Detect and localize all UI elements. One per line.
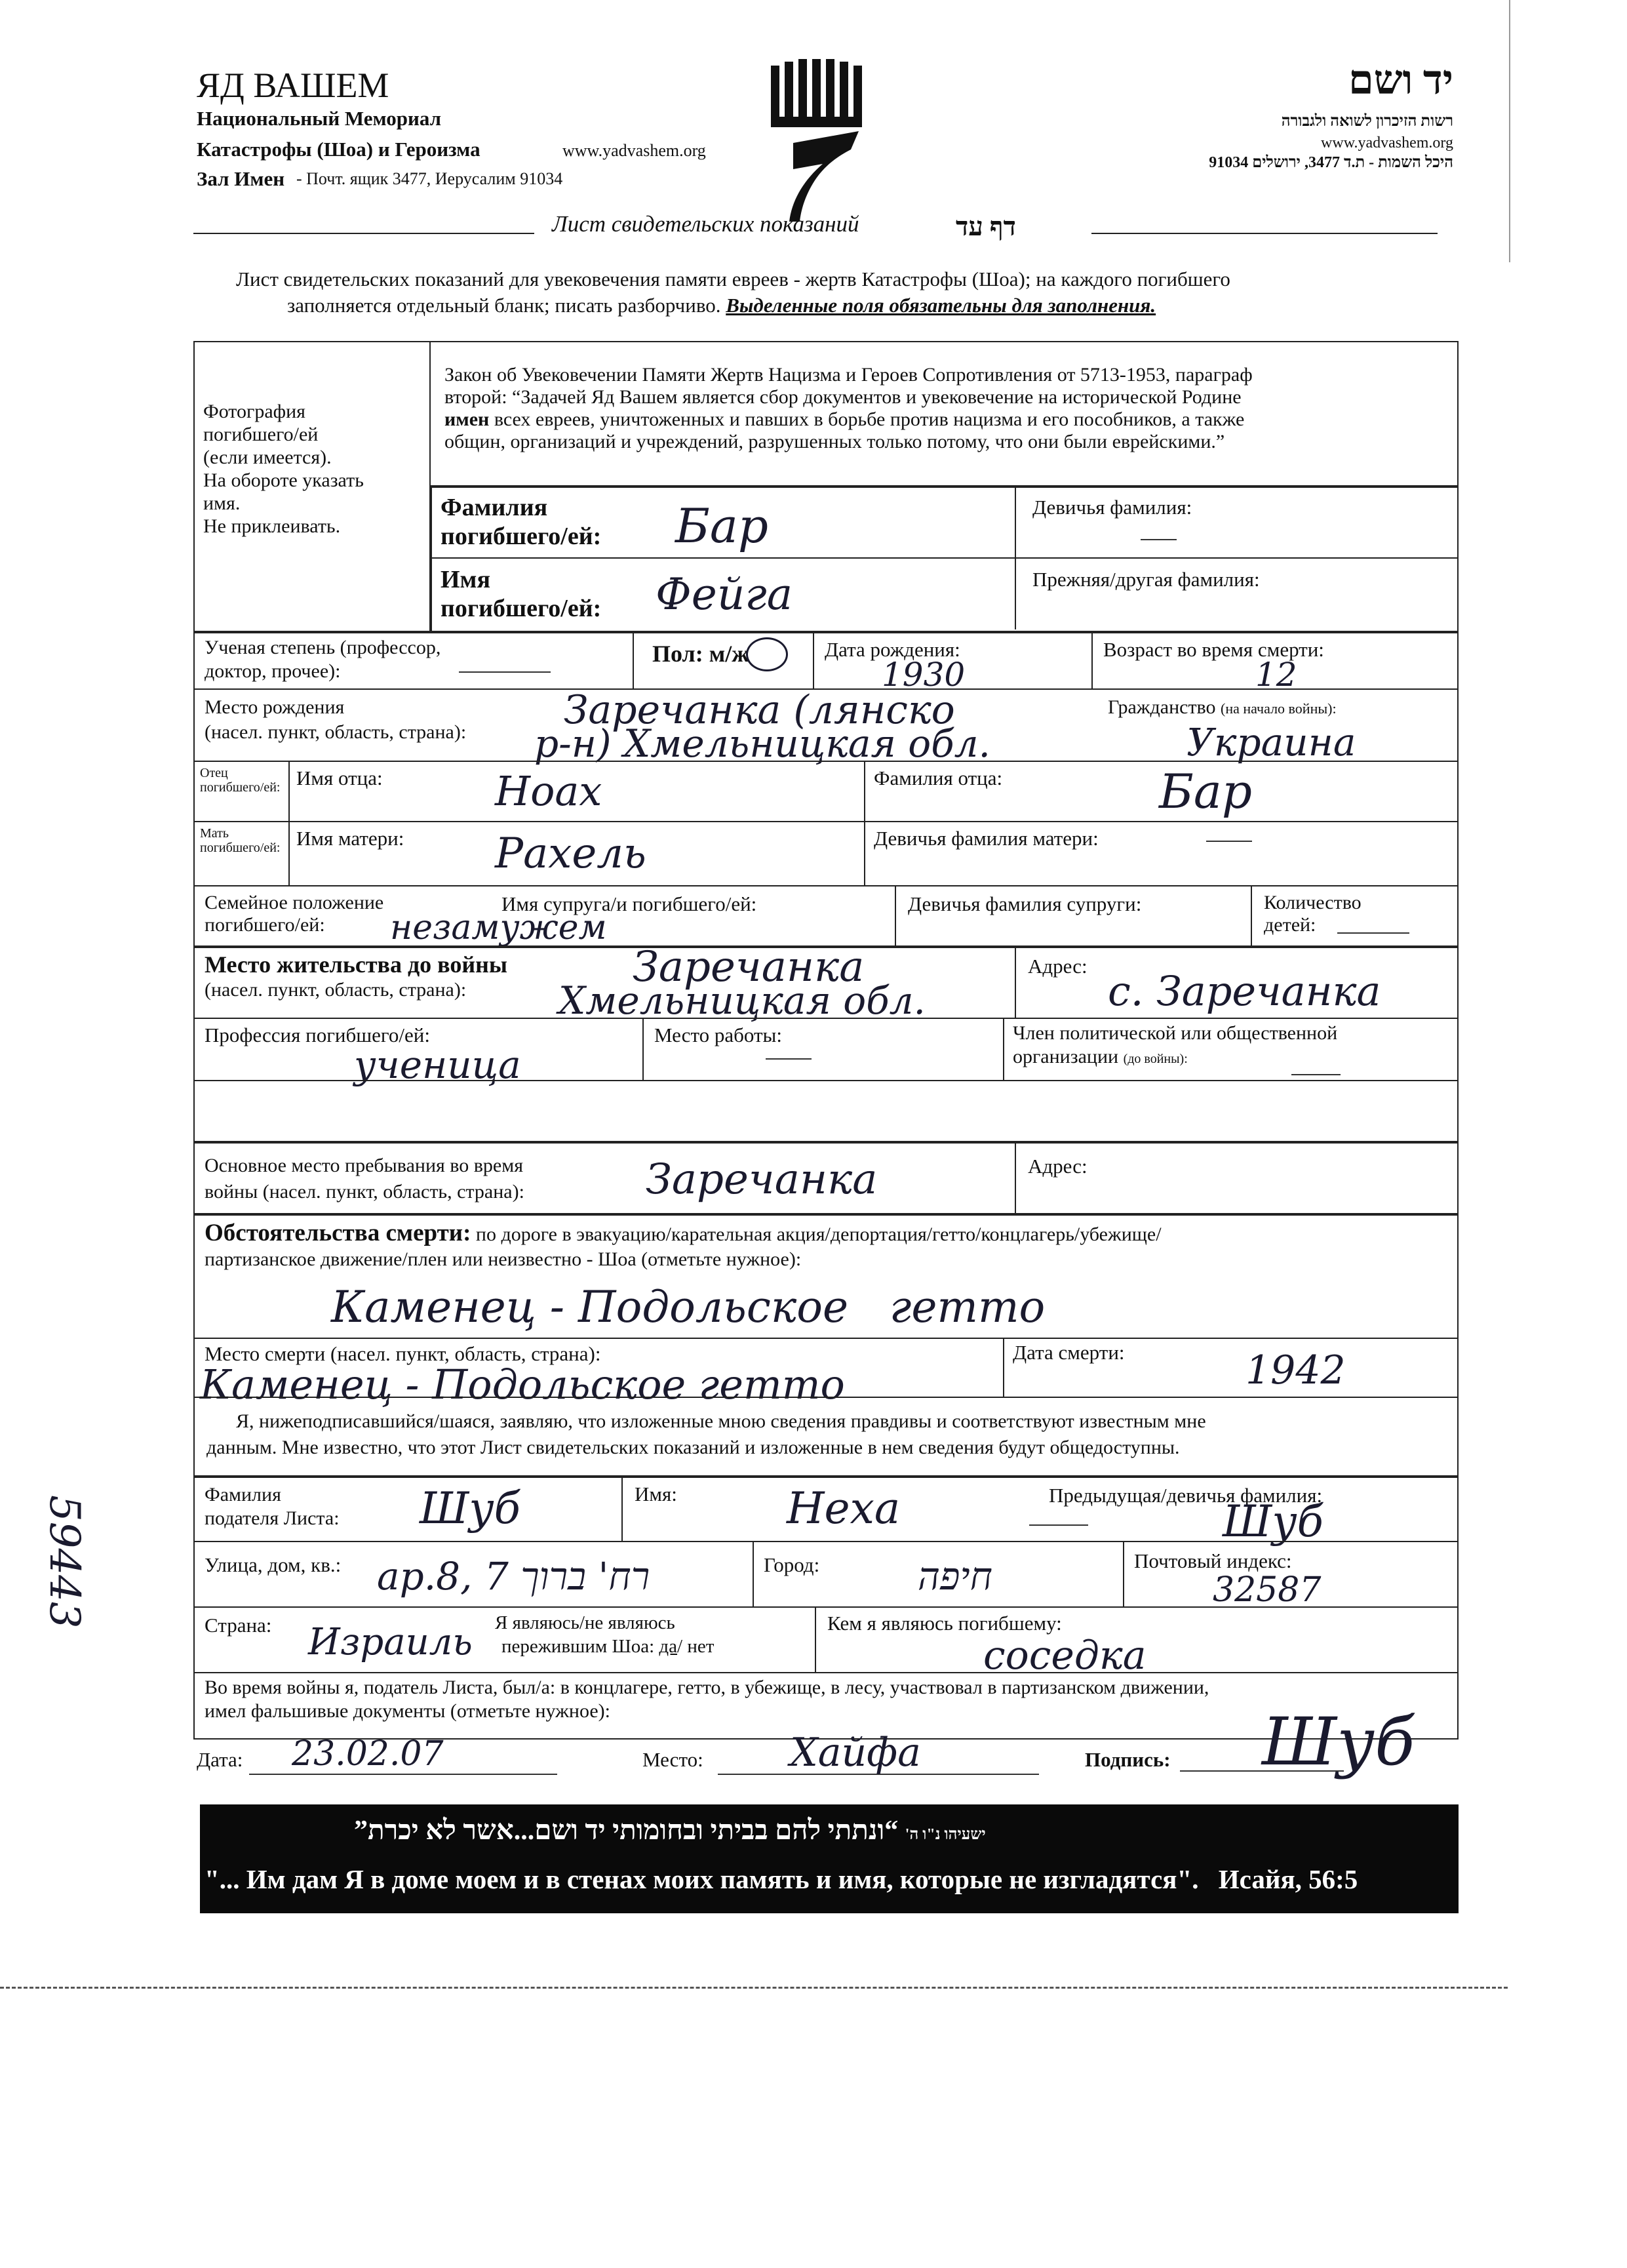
submitter-surname-label (205, 1483, 340, 1530)
father-name-label: Имя отца: (296, 766, 383, 789)
marital-status-label-2: погибшего/ей: (205, 914, 325, 936)
citizenship-label-main: Гражданство (1108, 696, 1216, 718)
org-name: ЯД ВАШЕМ (197, 66, 389, 105)
country-label: Страна: (205, 1614, 272, 1637)
marital-status-label (205, 892, 383, 936)
citizenship-label (1108, 696, 1337, 719)
photo-line-2: погибшего/ей (203, 424, 319, 445)
footer-hebrew-quote-row (354, 1815, 994, 1846)
victim-firstname-label-1: Имя (441, 566, 490, 593)
residence-value-2[interactable]: Хмельницкая обл. (559, 978, 926, 1023)
postal-address: - Почт. ящик 3477, Иерусалим 91034 (296, 169, 563, 188)
father-side-label: Отец погибшего/ей: (200, 766, 281, 795)
declaration-text (206, 1408, 1206, 1461)
citizenship-label-note: (на начало войны): (1221, 700, 1337, 717)
children-count-label-2: детей: (1264, 914, 1316, 936)
gender-label: Пол: м/ж (652, 641, 749, 667)
victim-surname-label (441, 493, 601, 551)
death-circumstances-options-1: по дороге в эвакуацию/карательная акция/депортация/гетто/концлагерь/убежище/ (471, 1224, 1162, 1245)
death-place-label: Место смерти (насел. пункт, область, страна): (205, 1342, 601, 1365)
age-at-death-value[interactable]: 12 (1255, 656, 1297, 694)
footer-hebrew-quote: “ונתתי להם בביתי ובחומותי יד ושם...אשר לא יכרת” (354, 1816, 899, 1846)
survivor-label-2-main: пережившим Шоа: (501, 1636, 655, 1657)
org-website: www.yadvashem.org (562, 141, 706, 160)
mother-name-value[interactable]: Рахель (495, 829, 646, 878)
intro-text-2-plain: заполняется отдельный бланк; писать разборчиво. (287, 294, 721, 317)
org-subtitle-2: Катастрофы (Шоа) и Героизма (197, 138, 480, 161)
wartime-place-label-2: войны (насел. пункт, область, страна): (205, 1181, 524, 1203)
photo-line-3: (если имеется). (203, 447, 332, 468)
footer-hebrew-source: ישעיהו נ"ו ה' (905, 1826, 986, 1843)
death-place-value[interactable]: Каменец - Подольское гетто (200, 1361, 845, 1408)
residence-label (205, 951, 507, 1002)
degree-label-2: доктор, прочее): (205, 660, 341, 682)
hall-of-names: Зал Имен (197, 167, 285, 190)
wartime-place-value[interactable]: Заречанка (646, 1155, 878, 1204)
law-line-1: Закон об Увековечении Памяти Жертв Нацизма и Героев Сопротивления от 5713-1953, параграф (444, 364, 1253, 386)
street-label: Улица, дом, кв.: (205, 1553, 342, 1576)
signature-value[interactable]: Шуб (1262, 1703, 1415, 1780)
submitter-name-label: Имя: (635, 1482, 677, 1505)
margin-page-number: 59443 (40, 1495, 88, 1629)
workplace-label: Место работы: (654, 1024, 782, 1046)
degree-label (205, 636, 441, 683)
birth-date-value[interactable]: 1930 (882, 656, 966, 694)
submitter-prev-surname-label: Предыдущая/девичья фамилия: (1049, 1484, 1323, 1507)
photo-line-5: имя. (203, 492, 241, 514)
citizenship-value[interactable]: Украина (1186, 720, 1356, 765)
victim-surname-label-1: Фамилия (441, 494, 548, 521)
intro-text-1: Лист свидетельских показаний для увековечения памяти евреев - жертв Катастрофы (Шоа); на каждого погибшего (236, 268, 1230, 290)
children-count-label-1: Количество (1264, 892, 1362, 913)
survivor-label-1: Я являюсь/не являюсь (495, 1612, 675, 1633)
submitter-prev-surname-value[interactable]: Шуб (1223, 1496, 1323, 1547)
gender-female-circle-icon[interactable] (746, 637, 788, 671)
law-line-3 (444, 408, 1253, 431)
birth-date-label: Дата рождения: (825, 638, 960, 661)
war-experience-line-2: имел фальшивые документы (отметьте нужное): (205, 1700, 610, 1722)
mother-name-label: Имя матери: (296, 827, 404, 850)
law-line-2: второй: “Задачей Яд Вашем является сбор документов и увековечение на исторической Родине (444, 386, 1242, 408)
form-title: Лист свидетельских показаний (552, 211, 859, 237)
relation-label: Кем я являюсь погибшему: (827, 1612, 1062, 1635)
death-date-value[interactable]: 1942 (1245, 1347, 1346, 1393)
death-circumstances-line-1 (205, 1221, 1162, 1247)
father-surname-label: Фамилия отца: (874, 766, 1003, 789)
submitter-name-value[interactable]: Неха (787, 1483, 901, 1534)
victim-firstname-value[interactable]: Фейга (656, 569, 793, 620)
victim-firstname-label (441, 565, 601, 623)
residence-address-label: Адрес: (1028, 955, 1088, 978)
membership-label (1013, 1022, 1337, 1071)
father-name-value[interactable]: Ноах (495, 767, 602, 815)
residence-label-2: (насел. пункт, область, страна): (205, 979, 467, 1001)
war-experience-line-1: Во время войны я, податель Листа, был/а: в концлагере, гетто, в убежище, в лесу, участвовал в партизанском движении, (205, 1677, 1209, 1698)
submission-date-label: Дата: (197, 1748, 243, 1771)
yad-vashem-logo-icon (767, 59, 878, 223)
declaration-line-1: Я, нижеподписавшийся/шаяся, заявляю, что изложенные мною сведения правдивы и соответствуют известным мне (236, 1410, 1206, 1432)
degree-label-1: Ученая степень (профессор, (205, 637, 441, 658)
law-line-3-bold: имен (444, 408, 490, 430)
death-circumstances-value[interactable]: Каменец - Подольское гетто (331, 1282, 1046, 1332)
membership-label-2 (1013, 1045, 1337, 1071)
hall-address-hebrew: היכל השמות - ת.ד 3477, ירושלים 91034 (1209, 154, 1453, 171)
survivor-label (495, 1611, 715, 1658)
wartime-place-label-1: Основное место пребывания во время (205, 1155, 524, 1176)
children-count-label (1264, 892, 1362, 936)
death-date-label: Дата смерти: (1013, 1341, 1125, 1364)
submission-date-value[interactable]: 23.02.07 (292, 1734, 444, 1774)
relation-value[interactable]: соседка (983, 1633, 1147, 1679)
wartime-address-label: Адрес: (1028, 1155, 1088, 1178)
city-label: Город: (764, 1553, 820, 1576)
mother-maiden-label: Девичья фамилия матери: (874, 827, 1099, 850)
photo-instructions (203, 400, 364, 538)
submitter-surname-label-2: подателя Листа: (205, 1507, 340, 1529)
org-subtitle-hebrew: רשות הזיכרון לשואה ולגבורה (1281, 113, 1453, 130)
photo-line-6: Не приклеивать. (203, 515, 341, 537)
victim-surname-label-2: погибшего/ей: (441, 523, 602, 550)
intro-required-note: Выделенные поля обязательны для заполнения. (726, 294, 1156, 317)
membership-label-2-main: организации (1013, 1046, 1119, 1067)
org-website-hebrew: www.yadvashem.org (1321, 134, 1453, 151)
street-value[interactable]: ар.8, 7 רח' ברוך (377, 1554, 650, 1599)
victim-other-surname-label: Прежняя/другая фамилия: (1032, 568, 1260, 591)
photo-line-1: Фотография (203, 401, 305, 422)
father-surname-value[interactable]: Бар (1159, 764, 1252, 819)
wartime-place-label (205, 1153, 524, 1205)
spouse-name-label: Имя супруга/и погибшего/ей: (501, 892, 757, 915)
birthplace-label (205, 695, 466, 745)
law-text (444, 364, 1253, 453)
birthplace-value-1[interactable]: Заречанка (лянско (564, 687, 955, 733)
submitter-surname-label-1: Фамилия (205, 1484, 281, 1505)
footer-russian-quote-row (205, 1863, 1358, 1895)
survivor-yes-option[interactable]: да (659, 1636, 678, 1657)
zip-label: Почтовый индекс: (1134, 1549, 1292, 1572)
submitter-war-experience (205, 1676, 1209, 1723)
submitter-surname-value[interactable]: Шуб (420, 1483, 520, 1534)
fax-artifact-right-edge (1509, 0, 1510, 262)
law-line-3-rest: всех евреев, уничтоженных и павших в борьбе против нацизма и его пособников, а также (489, 408, 1245, 430)
residence-address-value[interactable]: с. Заречанка (1108, 967, 1381, 1015)
form-title-hebrew: דף עד (956, 212, 1016, 241)
law-line-4: общин, организаций и учреждений, разрушенных только потому, что они были еврейскими.” (444, 431, 1225, 452)
fax-artifact-dashed-line (0, 1987, 1508, 1989)
submission-place-label: Место: (642, 1748, 703, 1771)
victim-firstname-label-2: погибшего/ей: (441, 595, 602, 622)
photo-line-4: На обороте указать (203, 469, 364, 491)
death-circumstances-title: Обстоятельства смерти: (205, 1220, 471, 1246)
declaration-line-2: данным. Мне известно, что этот Лист свидетельских показаний и изложенные в нем сведения будут общедоступны. (206, 1437, 1180, 1458)
profession-value[interactable]: ученица (354, 1043, 521, 1087)
age-at-death-label: Возраст во время смерти: (1103, 638, 1324, 661)
death-circumstances-label (205, 1221, 1162, 1272)
org-name-hebrew: יד ושם (1348, 58, 1453, 103)
death-circumstances-options-2: партизанское движение/плен или неизвестно - Шоа (отметьте нужное): (205, 1248, 802, 1270)
membership-label-note: (до войны): (1123, 1052, 1188, 1066)
country-value[interactable]: Израиль (308, 1621, 473, 1663)
marital-status-label-1: Семейное положение (205, 892, 384, 913)
submission-place-value[interactable]: Хайфа (790, 1730, 921, 1776)
city-value[interactable]: חיפה (918, 1554, 992, 1599)
residence-label-1: Место жительства до войны (205, 951, 507, 978)
zip-value[interactable]: 32587 (1213, 1570, 1322, 1610)
spouse-maiden-label: Девичья фамилия супруги: (908, 892, 1142, 915)
mother-side-label: Мать погибшего/ей: (200, 826, 281, 855)
org-subtitle: Национальный Мемориал (197, 107, 442, 130)
profession-label: Профессия погибшего/ей: (205, 1024, 430, 1046)
footer-russian-quote: "... Им дам Я в доме моем и в стенах моих память и имя, которые не изгладятся". (205, 1864, 1199, 1894)
birthplace-label-1: Место рождения (205, 696, 345, 718)
birthplace-label-2: (насел. пункт, область, страна): (205, 721, 467, 743)
victim-surname-value[interactable]: Бар (675, 498, 768, 553)
marital-status-value[interactable]: незамужем (390, 908, 607, 947)
birthplace-value-2[interactable]: р-н) Хмельницкая обл. (534, 721, 990, 766)
survivor-no-option[interactable]: / нет (677, 1636, 715, 1657)
residence-value-1[interactable]: Заречанка (633, 943, 865, 991)
membership-label-1: Член политической или общественной (1013, 1022, 1338, 1044)
signature-label: Подпись: (1085, 1748, 1171, 1771)
survivor-label-2 (501, 1635, 714, 1658)
victim-maiden-label: Девичья фамилия: (1032, 496, 1192, 519)
intro-text-2 (287, 294, 1156, 317)
footer-russian-source: Исайя, 56:5 (1218, 1864, 1358, 1894)
